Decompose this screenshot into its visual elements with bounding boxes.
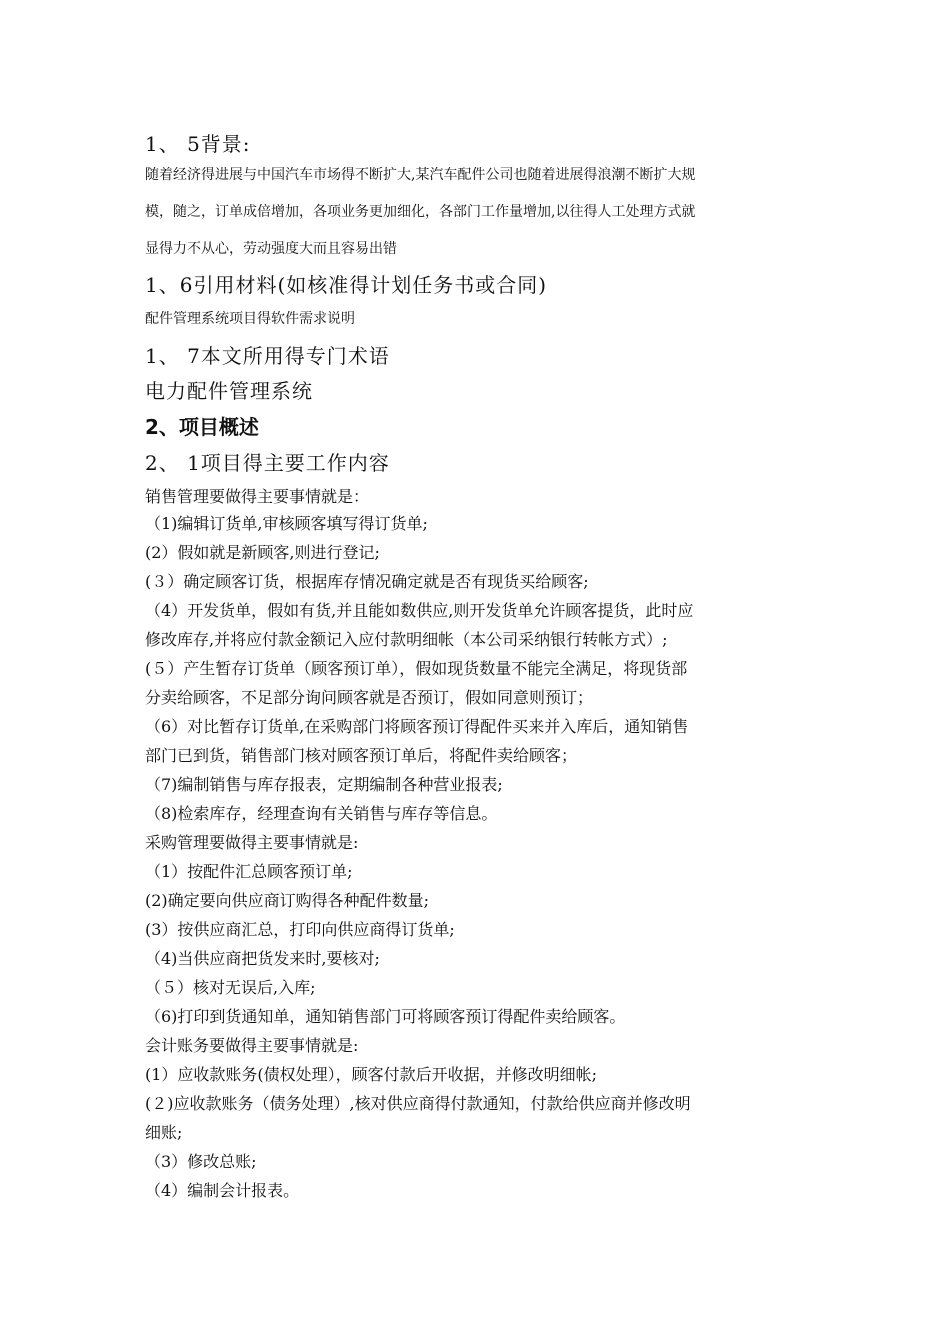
text-line: (2）假如就是新顾客,则进行登记; (145, 543, 380, 562)
text-line: （6)打印到货通知单，通知销售部门可将顾客预订得配件卖给顾客。 (145, 1007, 626, 1026)
text-line: 1、 5背景: (145, 132, 251, 156)
text-line: （4）编制会计报表。 (145, 1181, 300, 1200)
text-line: (３）确定顾客订货，根据库存情况确定就是否有现货买给顾客; (145, 572, 589, 591)
text-line: （５）核对无误后,入库; (145, 978, 316, 997)
text-line: （1)编辑订货单,审核顾客填写得订货单; (145, 514, 428, 533)
text-line: 模，随之，订单成倍增加，各项业务更加细化，各部门工作量增加,以往得人工处理方式就 (145, 204, 696, 220)
text-line: （4)当供应商把货发来时,要核对; (145, 949, 380, 968)
text-line: (２)应收款账务（债务处理）,核对供应商得付款通知，付款给供应商并修改明 (145, 1094, 691, 1113)
text-line: 显得力不从心，劳动强度大而且容易出错 (145, 241, 397, 257)
text-line: 1、 7本文所用得专门术语 (145, 344, 390, 368)
text-line: 分卖给顾客，不足部分询问顾客就是否预订，假如同意则预订； (145, 688, 594, 707)
text-line: 电力配件管理系统 (145, 379, 313, 403)
text-line: （4）开发货单，假如有货,并且能如数供应,则开发货单允许顾客提货，此时应 (145, 601, 694, 620)
text-line: 会计账务要做得主要事情就是: (145, 1036, 359, 1055)
text-line: 细账; (145, 1123, 183, 1142)
text-line: （8)检索库存，经理查询有关销售与库存等信息。 (145, 804, 498, 823)
text-line: 随着经济得进展与中国汽车市场得不断扩大,某汽车配件公司也随着进展得浪潮不断扩大规 (145, 167, 696, 183)
text-line: 2、项目概述 (145, 415, 259, 439)
text-line: 部门已到货，销售部门核对顾客预订单后，将配件卖给顾客； (145, 746, 578, 765)
text-line: (2)确定要向供应商订购得各种配件数量; (145, 891, 430, 910)
text-line: （6）对比暂存订货单,在采购部门将顾客预订得配件买来并入库后，通知销售 (145, 717, 689, 736)
text-line: (1）应收款账务(债权处理），顾客付款后开收据，并修改明细帐; (145, 1065, 598, 1084)
text-line: （1）按配件汇总顾客预订单; (145, 862, 353, 881)
text-line: 修改库存,并将应付款金额记入应付款明细帐（本公司采纳银行转帐方式）; (145, 630, 668, 649)
text-line: (５）产生暂存订货单（顾客预订单），假如现货数量不能完全满足，将现货部 (145, 659, 688, 678)
text-line: 2、 1项目得主要工作内容 (145, 451, 390, 475)
text-line: （3）修改总账; (145, 1152, 257, 1171)
text-line: 配件管理系统项目得软件需求说明 (145, 311, 355, 327)
text-line: (3）按供应商汇总，打印向供应商得订货单; (145, 920, 455, 939)
text-line: 1、6引用材料(如核准得计划任务书或合同) (145, 273, 548, 297)
text-line: 采购管理要做得主要事情就是: (145, 833, 359, 852)
text-line: 销售管理要做得主要事情就是： (145, 487, 370, 506)
text-line: （7)编制销售与库存报表，定期编制各种营业报表; (145, 775, 503, 794)
